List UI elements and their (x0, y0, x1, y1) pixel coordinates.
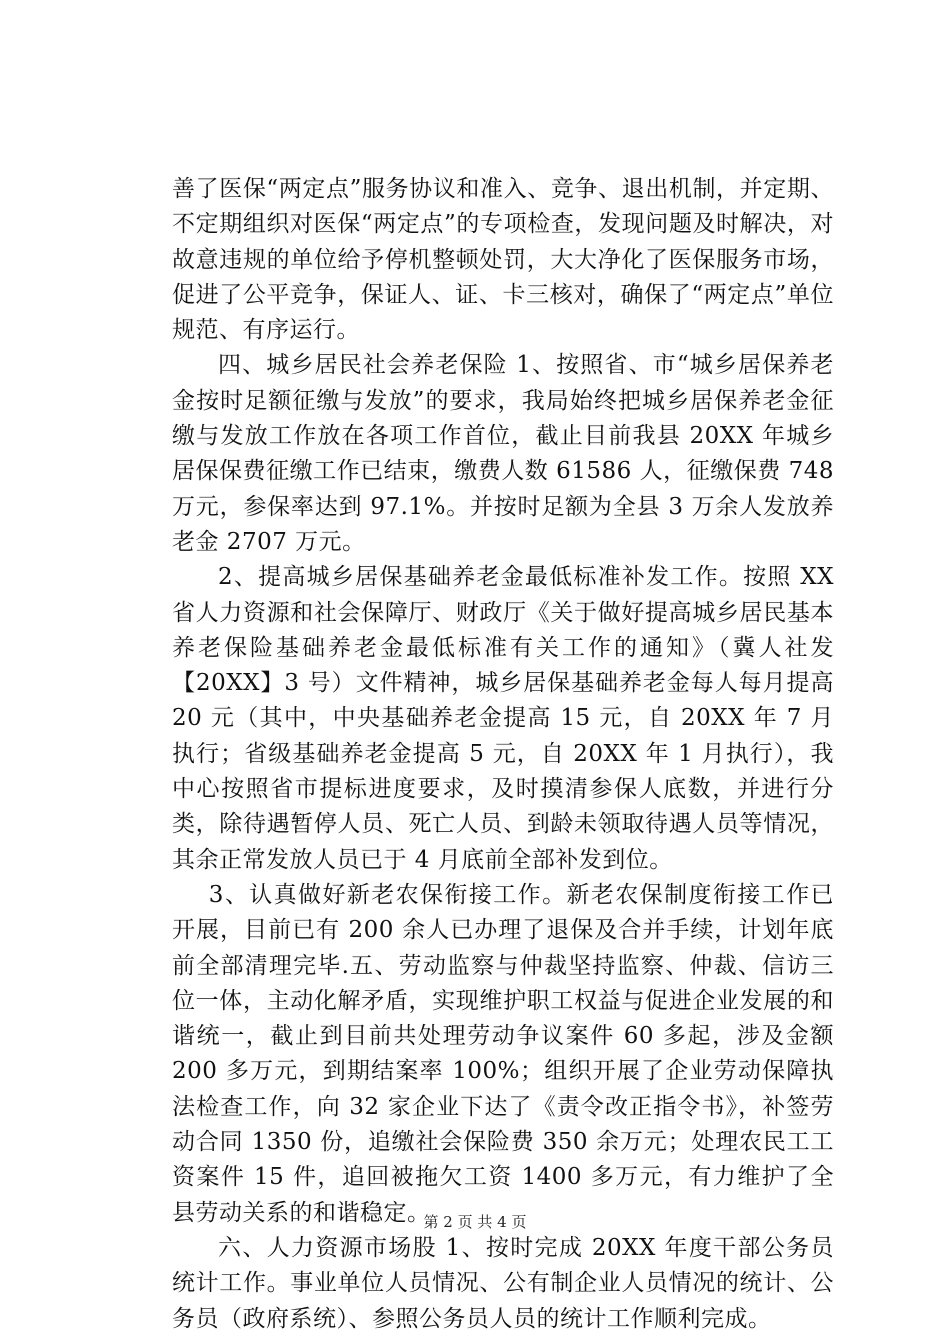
document-body (172, 172, 834, 1337)
paragraph-medical-insurance-continuation: 善了医保“两定点”服务协议和准入、竞争、退出机制，并定期、不定期组织对医保“两定点”的专项检查，发现问题及时解决，对故意违规的单位给予停机整顿处罚，大大净化了医保服务市场，促进了公平竞争，保证人、证、卡三核对，确保了“两定点”单位规范、有序运行。 (172, 176, 834, 344)
paragraph-rural-pension-labor-supervision: 3、认真做好新老农保衔接工作。新老农保制度衔接工作已开展，目前已有 200 余人已办理了退保及合并手续，计划年底前全部清理完毕.五、劳动监察与仲裁坚持监察、仲裁、信访三位一体，主动化解矛盾，实现维护职工权益与促进企业发展的和谐统一，截止到目前共处理劳动争议案件 60 多起，涉及金额 200 多万元，到期结案率 100%；组织开展了企业劳动保障执法检查工作，向 32 家企业下达了《责令改正指令书》，补签劳动合同 1350 份，追缴社会保险费 350 余万元；处理农民工工资案件 15 件，追回被拖欠工资 1400 多万元，有力维护了全县劳动关系的和谐稳定。 (172, 881, 834, 1226)
paragraph-section-four-pension: 四、城乡居民社会养老保险 1、按照省、市“城乡居保养老金按时足额征缴与发放”的要求，我局始终把城乡居保养老金征缴与发放工作放在各项工作首位，截止目前我县 20XX 年城乡居保保费征缴工作已结束，缴费人数 61586 人，征缴保费 748 万元，参保率达到 97.1%。并按时足额为全县 3 万余人发放养老金 2707 万元。 (172, 352, 834, 555)
paragraph-section-six-hr-market: 六、人力资源市场股 1、按时完成 20XX 年度干部公务员统计工作。事业单位人员情况、公有制企业人员情况的统计、公务员（政府系统）、参照公务员人员的统计工作顺利完成。 (172, 1234, 834, 1332)
page-number-footer: 第 2 页 共 4 页 (423, 1213, 527, 1231)
paragraph-pension-standard-raise: 2、提高城乡居保基础养老金最低标准补发工作。按照 XX 省人力资源和社会保障厅、财政厅《关于做好提高城乡居民基本养老保险基础养老金最低标准有关工作的通知》（冀人社发【20XX】3 号）文件精神，城乡居保基础养老金每人每月提高 20 元（其中，中央基础养老金提高 15 元，自 20XX 年 7 月执行；省级基础养老金提高 5 元，自 20XX 年 1 月执行），我中心按照省市提标进度要求，及时摸清参保人底数，并进行分类，除待遇暂停人员、死亡人员、到龄未领取待遇人员等情况，其余正常发放人员已于 4 月底前全部补发到位。 (172, 564, 834, 873)
